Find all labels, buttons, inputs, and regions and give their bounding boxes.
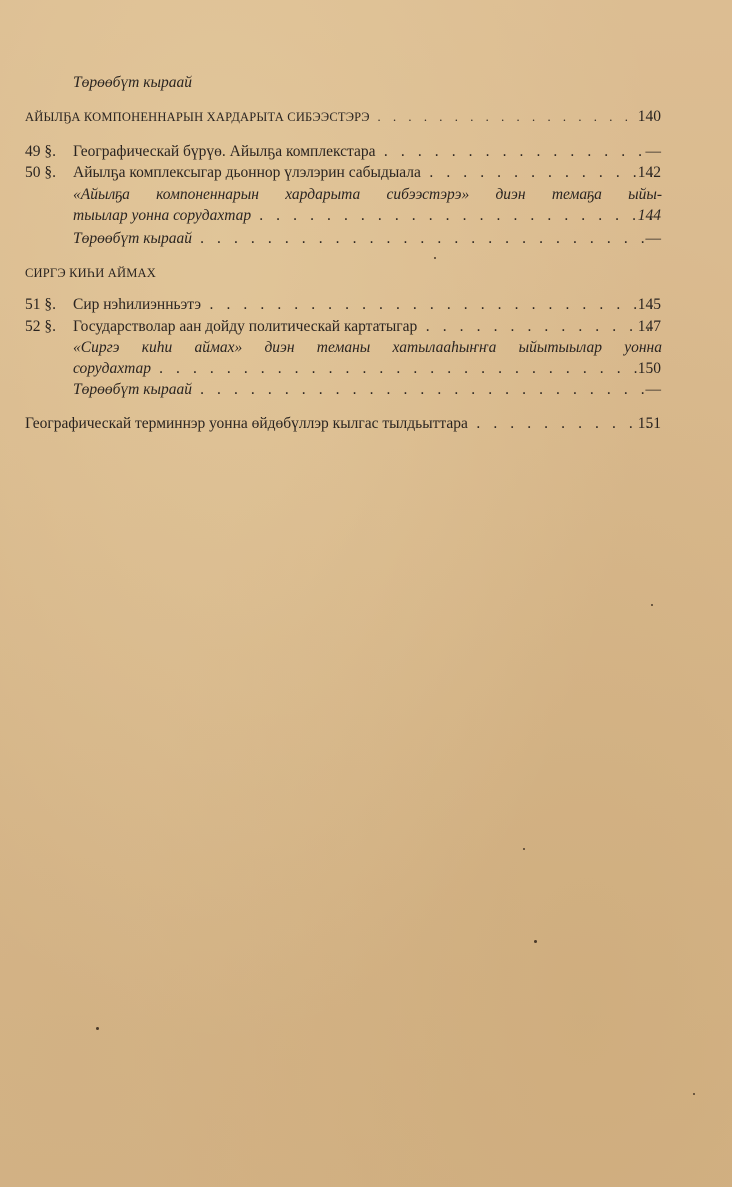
toc-page-number: —: [645, 230, 661, 247]
paper-speck: [651, 604, 653, 606]
toc-entry-text: Төрөөбүт кыраай . . .: [73, 228, 652, 250]
toc-entry-text: Географическай терминнэр уонна өйдөбүллэр кылгас тылдьыттара . . .: [25, 413, 652, 435]
toc-entry: [0, 379, 732, 401]
toc-paragraph-number: 51 §.: [25, 296, 56, 313]
toc-entry: [0, 413, 732, 435]
toc-entry: [0, 337, 732, 359]
toc-entry-text: Государстволар аан дойду политическай картатыгар . . .: [73, 316, 652, 338]
toc-entry-text: СИРГЭ КИҺИ АЙМАХ: [25, 266, 156, 280]
paper-speck: [434, 257, 436, 259]
toc-page-number: 151: [637, 415, 661, 432]
paper-speck: [96, 1027, 99, 1030]
toc-page-number: 147: [637, 318, 661, 335]
toc-entry: [0, 316, 732, 338]
toc-page-number: —: [645, 381, 661, 398]
toc-entry: [0, 228, 732, 250]
toc-entry-continuation: [0, 205, 732, 227]
toc-entry-text: Айылҕа комплексыгар дьоннор үлэлэрин сабыдыала . . .: [73, 162, 652, 184]
toc-entry: [0, 294, 732, 316]
toc-entry-text: АЙЫЛҔА КОМПОНЕННАРЫН ХАРДАРЫТА СИБЭЭСТЭРЭ . . .: [25, 106, 652, 128]
toc-page-number: 150: [637, 360, 661, 377]
toc-entry-continuation: [0, 358, 732, 380]
toc-page-number: —: [645, 143, 661, 160]
toc-entry: [0, 162, 732, 184]
toc-paragraph-number: 50 §.: [25, 164, 56, 181]
toc-entry-text: Географическай бүрүө. Айылҕа комплекстара . . .: [73, 141, 652, 163]
toc-entry-text: Төрөөбүт кыраай . . .: [73, 379, 652, 401]
toc-paragraph-number: 52 §.: [25, 318, 56, 335]
toc-page-number: 142: [637, 164, 661, 181]
toc-entry-text: тыылар уонна сорудахтар . . .: [73, 205, 652, 227]
toc-entry-text: Төрөөбүт кыраай: [73, 74, 192, 91]
toc-page-number: 144: [637, 207, 661, 224]
paper-speck: [534, 940, 537, 943]
toc-page-number: 140: [637, 108, 661, 125]
toc-entry-text: «Сиргэ киһи аймах» диэн теманы хатылааһыҥҥа ыйытыылар уонна: [73, 339, 662, 356]
toc-page-number: 145: [637, 296, 661, 313]
toc-entry-text: Сир нэһилиэнньэтэ . . .: [73, 294, 652, 316]
paper-speck: [693, 1093, 695, 1095]
toc-entry-text: «Айылҕа компоненнарын хардарыта сибээстэрэ» диэн темаҕа ыйы-: [73, 186, 662, 203]
toc-section-heading: [0, 106, 732, 128]
toc-section-heading: [0, 262, 732, 284]
toc-entry-text: сорудахтар . . .: [73, 358, 652, 380]
toc-entry: [0, 72, 732, 94]
toc-paragraph-number: 49 §.: [25, 143, 56, 160]
paper-speck: [523, 848, 525, 850]
toc-entry: [0, 141, 732, 163]
toc-entry: [0, 184, 732, 206]
